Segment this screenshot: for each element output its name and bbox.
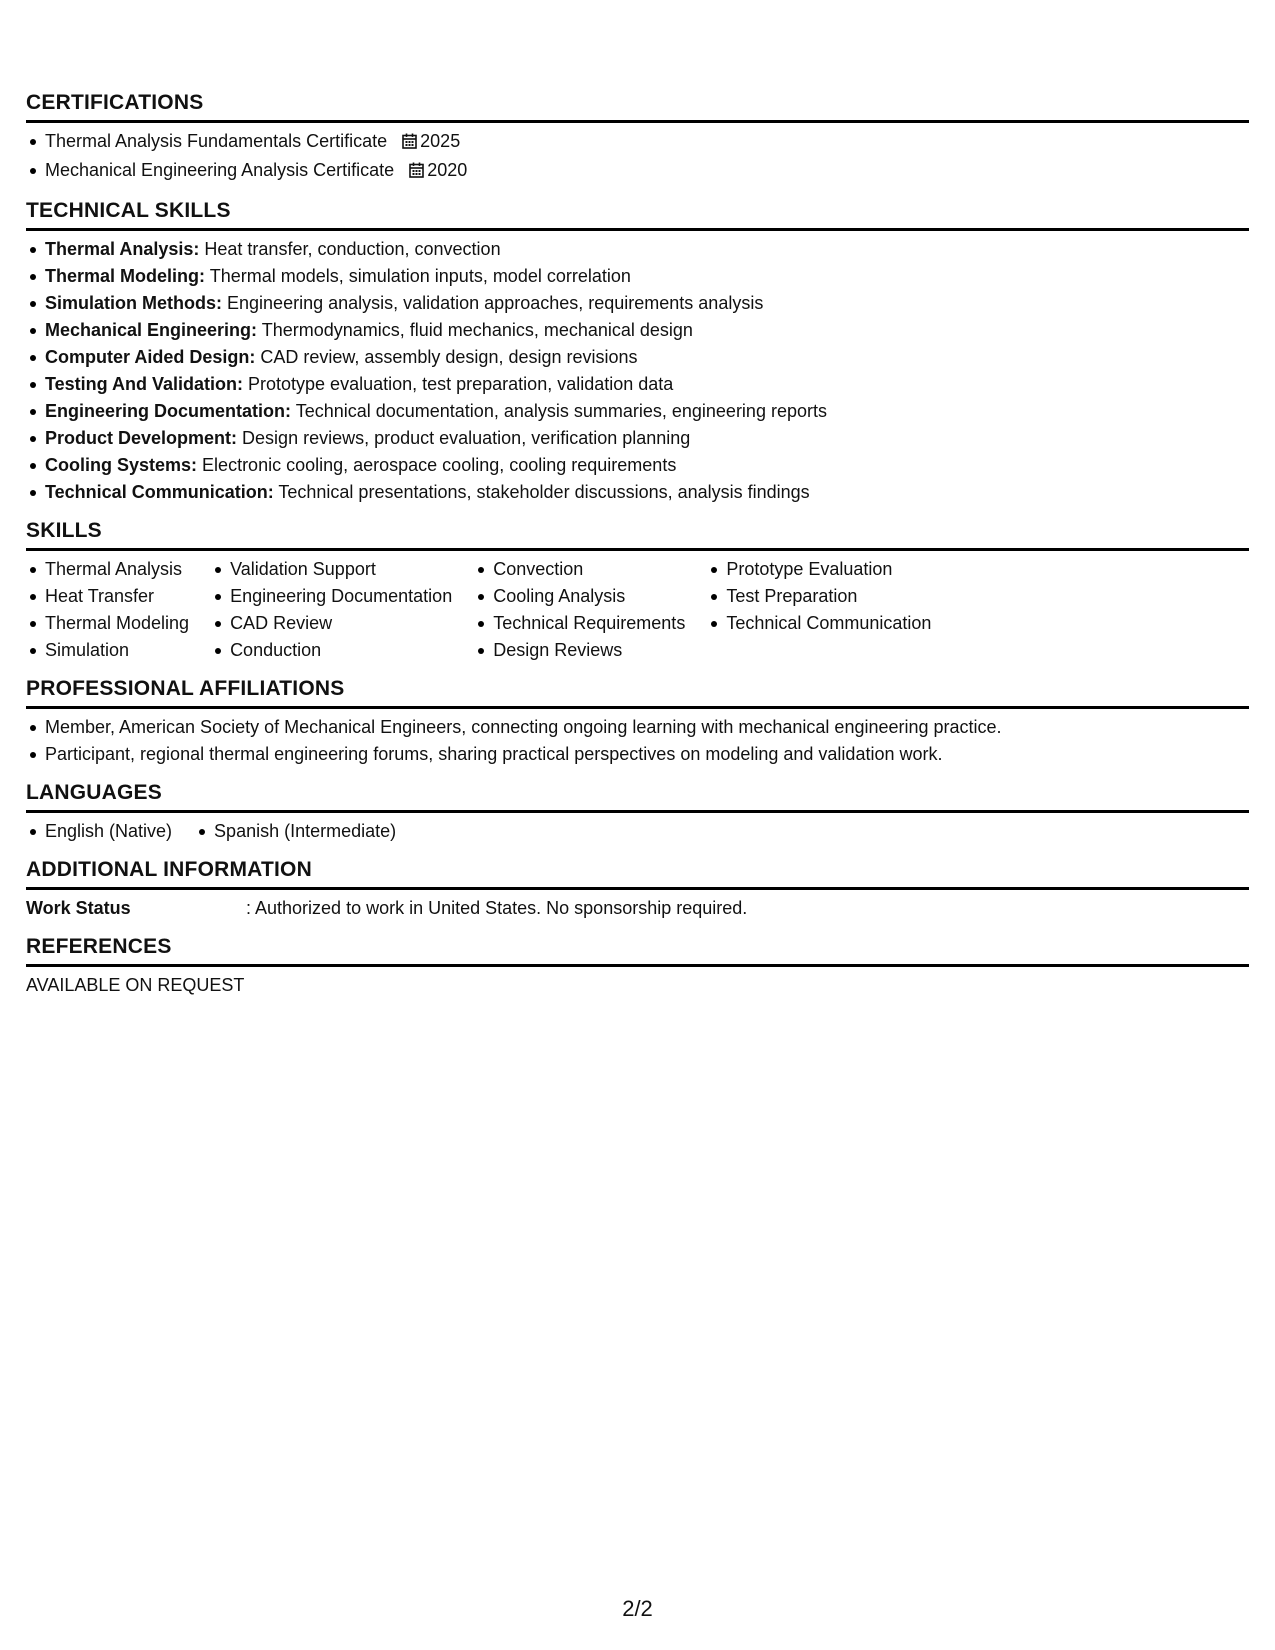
- skill-category: Thermal Modeling:: [45, 266, 206, 286]
- skills-section: [26, 518, 1249, 664]
- skill-category: Simulation Methods:: [45, 293, 222, 313]
- certification-year: 2020: [427, 160, 468, 180]
- list-item: Participant, regional thermal engineering forums, sharing practical perspectives on modeling and validation work.: [45, 741, 1249, 768]
- additional-info-section: [26, 857, 1249, 922]
- section-title: PROFESSIONAL AFFILIATIONS: [26, 676, 1249, 709]
- list-item: [45, 371, 1249, 398]
- section-title: REFERENCES: [26, 934, 1249, 967]
- skill-item: Cooling Analysis: [493, 583, 685, 610]
- section-title: SKILLS: [26, 518, 1249, 551]
- skill-details: Technical presentations, stakeholder discussions, analysis findings: [278, 482, 810, 502]
- list-item: [45, 479, 1249, 506]
- skills-column: [707, 556, 931, 664]
- list-item: [45, 425, 1249, 452]
- section-title: TECHNICAL SKILLS: [26, 198, 1249, 231]
- skill-item: Thermal Analysis: [45, 556, 189, 583]
- list-item: [45, 128, 1249, 157]
- references-text: AVAILABLE ON REQUEST: [26, 975, 245, 995]
- languages-section: [26, 780, 1249, 845]
- skill-category: Technical Communication:: [45, 482, 274, 502]
- skills-grid: [26, 556, 1249, 664]
- skill-item: Simulation: [45, 637, 189, 664]
- section-title: ADDITIONAL INFORMATION: [26, 857, 1249, 890]
- skill-category: Product Development:: [45, 428, 238, 448]
- calendar-icon: [402, 130, 417, 157]
- list-item: [45, 317, 1249, 344]
- list-item: [45, 290, 1249, 317]
- list-item: [45, 236, 1249, 263]
- skill-category: Engineering Documentation:: [45, 401, 292, 421]
- skill-details: Design reviews, product evaluation, verification planning: [242, 428, 691, 448]
- language-item: Spanish (Intermediate): [214, 818, 396, 845]
- list-item: [45, 157, 1249, 186]
- page-number: 2/2: [622, 1596, 653, 1621]
- skills-column: [474, 556, 685, 664]
- resume-page: [26, 90, 1249, 1011]
- skill-item: Design Reviews: [493, 637, 685, 664]
- languages-list: [26, 818, 1249, 845]
- skills-column: [26, 556, 189, 664]
- skill-item: Heat Transfer: [45, 583, 189, 610]
- skill-item: Technical Communication: [726, 610, 931, 637]
- certification-name: Thermal Analysis Fundamentals Certificate: [45, 131, 388, 151]
- certification-year: 2025: [420, 131, 461, 151]
- skill-category: Mechanical Engineering:: [45, 320, 258, 340]
- skill-item: Engineering Documentation: [230, 583, 452, 610]
- calendar-icon: [409, 159, 424, 186]
- skills-column: [211, 556, 452, 664]
- skill-details: Thermodynamics, fluid mechanics, mechanical design: [261, 320, 693, 340]
- skill-details: Thermal models, simulation inputs, model correlation: [209, 266, 631, 286]
- affiliations-list: [26, 714, 1249, 768]
- skill-details: Prototype evaluation, test preparation, validation data: [248, 374, 674, 394]
- skill-category: Thermal Analysis:: [45, 239, 200, 259]
- language-item: English (Native): [45, 818, 172, 845]
- section-title: CERTIFICATIONS: [26, 90, 1249, 123]
- skill-details: Electronic cooling, aerospace cooling, cooling requirements: [202, 455, 677, 475]
- work-status-value: : Authorized to work in United States. No sponsorship required.: [246, 898, 748, 918]
- skill-item: Test Preparation: [726, 583, 931, 610]
- skill-details: Technical documentation, analysis summaries, engineering reports: [295, 401, 827, 421]
- technical-skills-section: [26, 198, 1249, 506]
- skill-details: CAD review, assembly design, design revisions: [260, 347, 638, 367]
- section-title: LANGUAGES: [26, 780, 1249, 813]
- list-item: [45, 398, 1249, 425]
- certifications-section: [26, 90, 1249, 186]
- skill-category: Cooling Systems:: [45, 455, 198, 475]
- affiliations-section: [26, 676, 1249, 768]
- skill-category: Computer Aided Design:: [45, 347, 256, 367]
- technical-skills-list: [26, 236, 1249, 506]
- certifications-list: [26, 128, 1249, 186]
- references-section: [26, 934, 1249, 999]
- skill-details: Heat transfer, conduction, convection: [204, 239, 501, 259]
- list-item: [45, 263, 1249, 290]
- skill-details: Engineering analysis, validation approaches, requirements analysis: [227, 293, 764, 313]
- list-item: Member, American Society of Mechanical Engineers, connecting ongoing learning with mechanical engineering practice.: [45, 714, 1249, 741]
- skill-item: Validation Support: [230, 556, 452, 583]
- certification-name: Mechanical Engineering Analysis Certificate: [45, 160, 395, 180]
- skill-item: CAD Review: [230, 610, 452, 637]
- skill-item: Technical Requirements: [493, 610, 685, 637]
- skill-item: Thermal Modeling: [45, 610, 189, 637]
- work-status-row: [26, 895, 1249, 922]
- list-item: [45, 452, 1249, 479]
- work-status-label: Work Status: [26, 898, 131, 918]
- skill-category: Testing And Validation:: [45, 374, 243, 394]
- skill-item: Convection: [493, 556, 685, 583]
- list-item: [45, 344, 1249, 371]
- skill-item: Prototype Evaluation: [726, 556, 931, 583]
- skill-item: Conduction: [230, 637, 452, 664]
